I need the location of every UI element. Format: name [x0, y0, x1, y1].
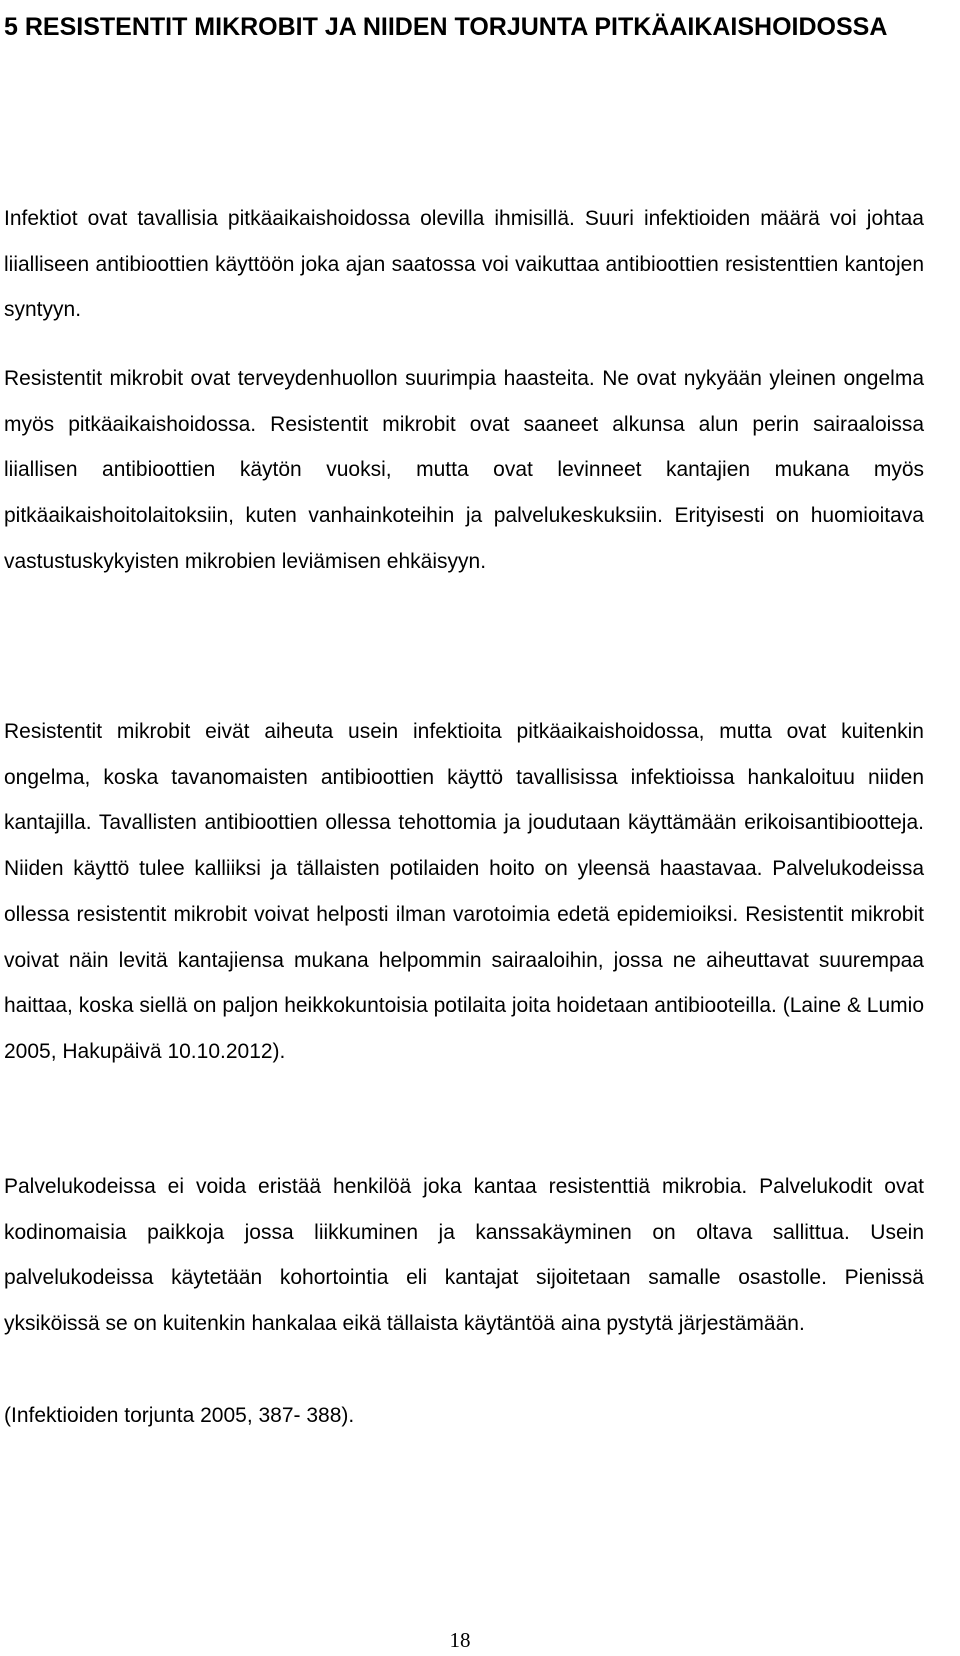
- page-number: 18: [449, 1628, 471, 1652]
- paragraph-infections-intro: Infektiot ovat tavallisia pitkäaikaishoidossa olevilla ihmisillä. Suuri infektioiden määrä voi johtaa liialliseen antibioottien käyttöön joka ajan saatossa voi vaikuttaa antibioottien resistenttien kantojen syntyyn.: [4, 207, 924, 322]
- chapter-heading: 5 RESISTENTIT MIKROBIT JA NIIDEN TORJUNTA PITKÄAIKAISHOIDOSSA: [4, 13, 888, 41]
- paragraph-resistant-microbes-problems: Resistentit mikrobit eivät aiheuta usein infektioita pitkäaikaishoidossa, mutta ovat kuitenkin ongelma, koska tavanomaisten antibioottien käyttö tavallisissa infektioissa hankaloituu niiden kantajilla. Tavallisten antibioottien ollessa tehottomia ja joudutaan käyttämään erikoisantibiootteja. Niiden käyttö tulee kalliiksi ja tällaisten potilaiden hoito on yleensä haastavaa. Palvelukodeissa ollessa resistentit mikrobit voivat helposti ilman varotoimia edetä epidemioiksi. Resistentit mikrobit voivat näin levitä kantajiensa mukana helpommin sairaaloihin, jossa ne aiheuttavat suurempaa haittaa, koska siellä on paljon heikkokuntoisia potilaita joita hoidetaan antibiooteilla. (Laine & Lumio 2005, Hakupäivä 10.10.2012).: [4, 720, 924, 1063]
- paragraph-resistant-microbes-challenge: Resistentit mikrobit ovat terveydenhuollon suurimpia haasteita. Ne ovat nykyään yleinen ongelma myös pitkäaikaishoidossa. Resistentit mikrobit ovat saaneet alkunsa alun perin sairaaloissa liiallisen antibioottien käytön vuoksi, mutta ovat levinneet kantajien mukana myös pitkäaikaishoitolaitoksiin, kuten vanhainkoteihin ja palvelukeskuksiin. Erityisesti on huomioitava vastustuskykyisten mikrobien leviämisen ehkäisyyn.: [4, 367, 924, 573]
- paragraph-citation: (Infektioiden torjunta 2005, 387- 388).: [4, 1404, 355, 1427]
- paragraph-service-homes-isolation: Palvelukodeissa ei voida eristää henkilöä joka kantaa resistenttiä mikrobia. Palvelukodit ovat kodinomaisia paikkoja jossa liikkuminen ja kanssakäyminen on oltava sallittua. Usein palvelukodeissa käytetään kohortointia eli kantajat sijoitetaan samalle osastolle. Pienissä yksiköissä se on kuitenkin hankalaa eikä tällaista käytäntöä aina pystytä järjestämään.: [4, 1175, 924, 1336]
